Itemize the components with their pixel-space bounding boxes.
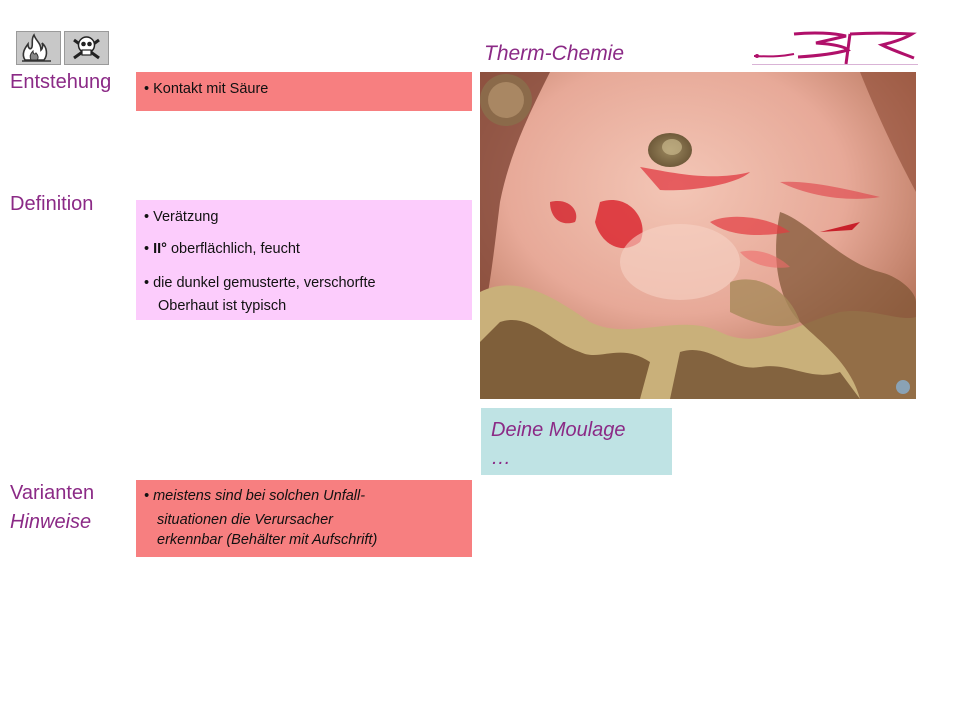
page-title: Therm-Chemie — [484, 42, 625, 65]
moulage-box — [481, 408, 672, 475]
entstehung-item: • Kontakt mit Säure — [144, 81, 269, 97]
moulage-title: Deine Moulage — [491, 419, 626, 441]
label-varianten: Varianten — [10, 482, 95, 504]
varianten-box — [136, 480, 472, 557]
varianten-item-3: erkennbar (Behälter mit Aufschrift) — [157, 532, 378, 548]
varianten-item-2: situationen die Verursacher — [157, 512, 333, 528]
definition-item-2-text: oberflächlich, feucht — [166, 241, 300, 257]
definition-item-3-cont: Oberhaut ist typisch — [158, 298, 287, 314]
definition-box — [136, 200, 472, 320]
label-definition: Definition — [10, 193, 94, 215]
varianten-item-1: • meistens sind bei solchen Unfall- — [144, 488, 366, 504]
entstehung-box — [136, 72, 472, 111]
skull-hazard-icon — [64, 31, 109, 65]
definition-item-2: • II° oberflächlich, feucht — [144, 241, 300, 257]
moulage-ellipsis: … — [491, 447, 511, 469]
label-hinweise: Hinweise — [10, 511, 92, 533]
label-entstehung: Entstehung — [10, 71, 112, 93]
degree-label: II° — [153, 241, 167, 257]
definition-item-1: • Verätzung — [144, 209, 219, 225]
wound-photo — [480, 72, 916, 399]
definition-item-3: • die dunkel gemusterte, verschorfte — [144, 275, 376, 291]
logo-underline — [752, 64, 918, 65]
flame-hazard-icon — [16, 31, 61, 65]
